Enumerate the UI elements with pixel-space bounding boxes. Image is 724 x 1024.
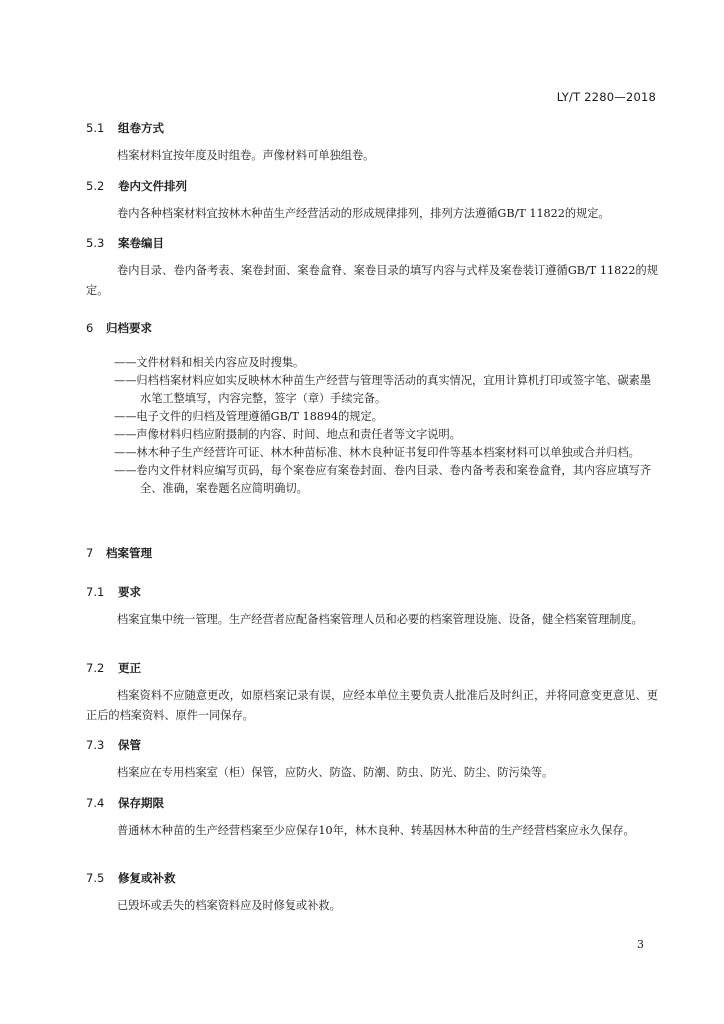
section-paragraph: 普通林木种苗的生产经营档案至少应保存10年，林木良种、转基因林木种苗的生产经营档案应永久保存。 [117,824,635,837]
section-paragraph: 档案宜集中统一管理。生产经营者应配备档案管理人员和必要的档案管理设施、设备，健全档案管理制度。 [117,613,643,626]
section-heading: 7.4 保存期限 [86,796,164,810]
section-heading: 5.3 案卷编目 [86,236,164,250]
list-item: ——林木种子生产经营许可证、林木种苗标准、林木良种证书复印件等基本档案材料可以单独或合并归档。 [114,446,640,459]
section-5-3 [86,235,658,301]
list-item: ——声像材料归档应附摄制的内容、时间、地点和责任者等文字说明。 [114,428,461,441]
section-paragraph: 已毁坏或丢失的档案资料应及时修复或补救。 [117,899,341,912]
section-heading: 6 归档要求 [86,321,152,335]
section-heading: 7.3 保管 [86,738,141,752]
section-paragraph: 档案资料不应随意更改，如原档案记录有误，应经本单位主要负责人批准后及时纠正，并将同意变更意见、更正后的档案资料、原件一同保存。 [86,689,658,722]
page-number: 3 [637,938,644,951]
section-heading: 7.1 要求 [86,585,141,599]
list-item: ——文件材料和相关内容应及时搜集。 [114,356,305,369]
list-item: ——归档档案材料应如实反映林木种苗生产经营与管理等活动的真实情况，宜用计算机打印或签字笔、碳素墨水笔工整填写，内容完整，签字（章）手续完备。 [114,374,652,405]
section-paragraph: 档案应在专用档案室（柜）保管，应防火、防盗、防潮、防虫、防光、防尘、防污染等。 [117,766,554,779]
section-5-2 [86,178,658,224]
section-7-1 [86,584,658,630]
section-7-3 [86,737,658,783]
list-item: ——电子文件的归档及管理遵循GB/T 18894的规定。 [114,410,383,423]
list-item: ——卷内文件材料应编写页码，每个案卷应有案卷封面、卷内目录、卷内备考表和案卷盒脊，其内容应填写齐全、准确，案卷题名应简明确切。 [114,464,652,495]
section-6 [86,320,658,498]
section-paragraph: 档案材料宜按年度及时组卷。声像材料可单独组卷。 [117,149,375,162]
section-heading: 7.2 更正 [86,661,141,675]
section-heading: 7 档案管理 [86,546,152,560]
standard-code: LY/T 2280—2018 [556,90,656,104]
section-7-2 [86,660,658,726]
section-heading: 7.5 修复或补救 [86,871,176,885]
requirement-list [86,354,658,498]
section-heading: 5.1 组卷方式 [86,121,164,135]
section-paragraph: 卷内目录、卷内备考表、案卷封面、案卷盒脊、案卷目录的填写内容与式样及案卷装订遵循GB/T 11822的规定。 [86,264,658,297]
section-heading: 5.2 卷内文件排列 [86,179,187,193]
section-paragraph: 卷内各种档案材料宜按林木种苗生产经营活动的形成规律排列，排列方法遵循GB/T 11822的规定。 [117,207,610,220]
section-7 [86,545,658,561]
section-7-4 [86,795,658,841]
section-5-1 [86,120,658,166]
section-7-5 [86,870,658,916]
